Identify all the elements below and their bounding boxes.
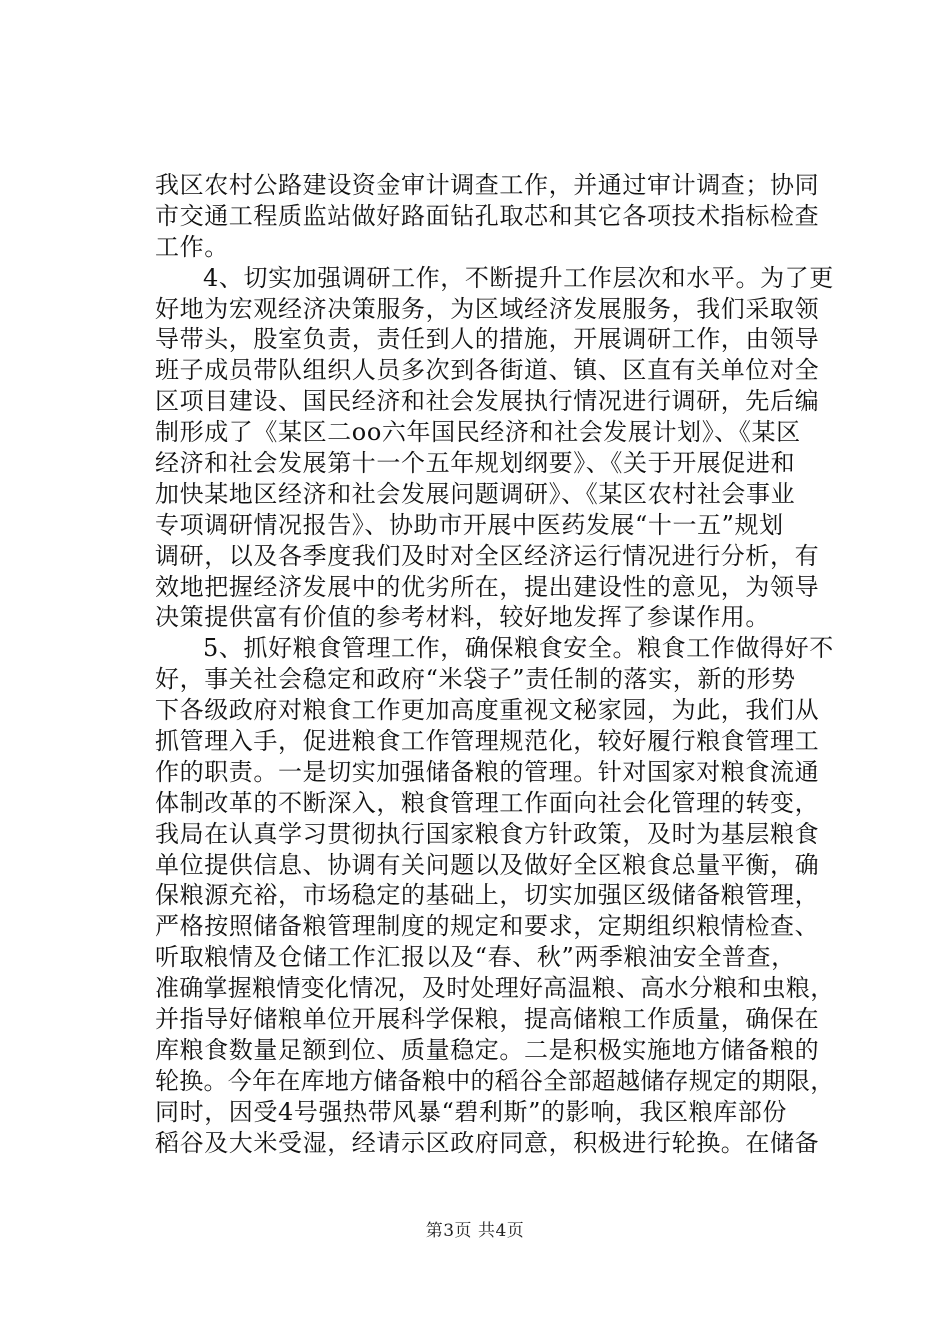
text-line: 单位提供信息、协调有关问题以及做好全区粮食总量平衡，确 [155, 850, 820, 879]
text-line: 同时，因受4号强热带风暴“碧利斯”的影响，我区粮库部份 [155, 1097, 788, 1126]
page-footer: 第3页 共4页 [425, 1221, 525, 1241]
paragraph-first-line: 5、抓好粮食管理工作，确保粮食安全。粮食工作做得好不 [203, 634, 834, 663]
text-line: 我区农村公路建设资金审计调查工作，并通过审计调查；协同 [155, 171, 820, 199]
text-line: 抓管理入手，促进粮食工作管理规范化，较好履行粮食管理工 [155, 727, 820, 756]
text-line: 准确掌握粮情变化情况，及时处理好高温粮、高水分粮和虫粮， [155, 974, 835, 1003]
text-line: 作的职责。一是切实加强储备粮的管理。针对国家对粮食流通 [155, 757, 820, 786]
text-line: 导带头，股室负责，责任到人的措施，开展调研工作，由领导 [155, 325, 820, 354]
text-line: 工作。 [155, 232, 229, 261]
text-line: 效地把握经济发展中的优劣所在，提出建设性的意见，为领导 [155, 572, 820, 601]
text-line: 市交通工程质监站做好路面钻孔取芯和其它各项技术指标检查 [155, 201, 820, 230]
text-line: 经济和社会发展第十一个五年规划纲要》、《关于开展促进和 [155, 449, 796, 478]
text-line: 好，事关社会稳定和政府“米袋子”责任制的落实，新的形势 [155, 665, 796, 694]
text-line: 听取粮情及仓储工作汇报以及“春、秋”两季粮油安全普查， [155, 943, 796, 972]
text-line: 稻谷及大米受湿，经请示区政府同意，积极进行轮换。在储备 [155, 1128, 820, 1157]
text-line: 调研，以及各季度我们及时对全区经济运行情况进行分析，有 [155, 541, 820, 570]
text-line: 制形成了《某区二oo六年国民经济和社会发展计划》、《某区 [155, 418, 801, 447]
document-body [155, 170, 835, 1159]
text-line: 班子成员带队组织人员多次到各街道、镇、区直有关单位对全 [155, 356, 820, 385]
text-line: 保粮源充裕，市场稳定的基础上，切实加强区级储备粮管理， [155, 881, 820, 910]
text-line: 决策提供富有价值的参考材料，较好地发挥了参谋作用。 [155, 603, 770, 632]
text-line: 好地为宏观经济决策服务，为区域经济发展服务，我们采取领 [155, 294, 820, 323]
paragraph-first-line: 4、切实加强调研工作，不断提升工作层次和水平。为了更 [203, 263, 834, 292]
text-line: 严格按照储备粮管理制度的规定和要求，定期组织粮情检查、 [155, 912, 820, 941]
text-line: 并指导好储粮单位开展科学保粮，提高储粮工作质量，确保在 [155, 1005, 820, 1034]
text-line: 轮换。今年在库地方储备粮中的稻谷全部超越储存规定的期限， [155, 1066, 835, 1095]
text-line: 专项调研情况报告》、协助市开展中医药发展“十一五”规划 [155, 510, 784, 539]
text-line: 我局在认真学习贯彻执行国家粮食方针政策，及时为基层粮食 [155, 819, 820, 848]
text-line: 库粮食数量足额到位、质量稳定。二是积极实施地方储备粮的 [155, 1035, 820, 1064]
text-line: 加快某地区经济和社会发展问题调研》、《某区农村社会事业 [155, 479, 796, 508]
text-line: 区项目建设、国民经济和社会发展执行情况进行调研，先后编 [155, 387, 820, 416]
text-line: 下各级政府对粮食工作更加高度重视文秘家园，为此，我们从 [155, 696, 820, 725]
text-line: 体制改革的不断深入，粮食管理工作面向社会化管理的转变， [155, 788, 820, 817]
